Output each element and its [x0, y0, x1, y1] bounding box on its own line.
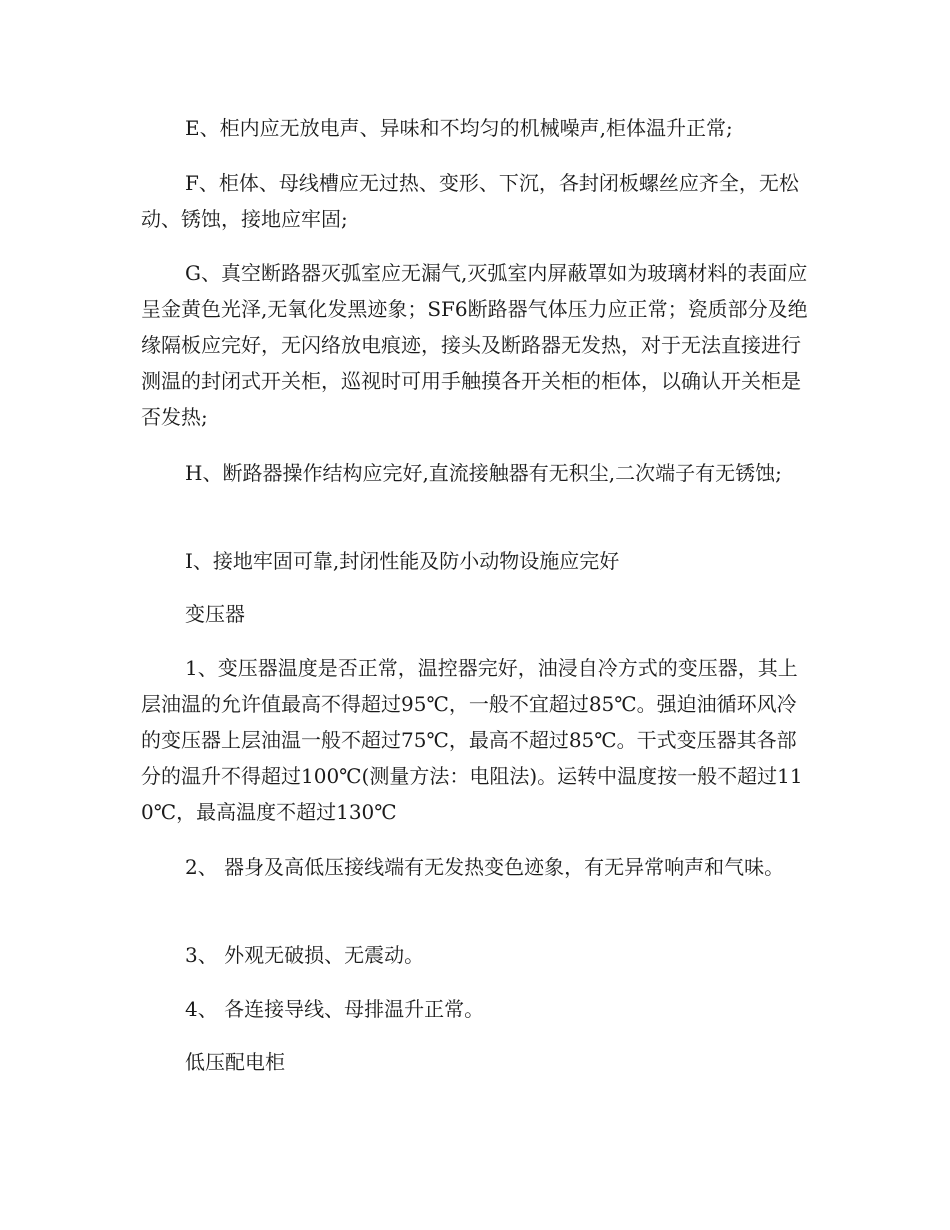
paragraph-g: G、真空断路器灭弧室应无漏气,灭弧室内屏蔽罩如为玻璃材料的表面应呈金黄色光泽,无氧化发黑迹象；SF6断路器气体压力应正常；瓷质部分及绝缘隔板应完好，无闪络放电痕迹，接头及断路器无发热，对于无法直接进行测温的封闭式开关柜，巡视时可用手触摸各开关柜的柜体，以确认开关柜是否发热;: [141, 261, 808, 429]
paragraph-i: I、接地牢固可靠,封闭性能及防小动物设施应完好: [185, 549, 620, 573]
transformer-item-3: 3、 外观无破损、无震动。: [185, 943, 425, 967]
paragraph-e: E、柜内应无放电声、异味和不均匀的机械噪声,柜体温升正常;: [185, 116, 733, 140]
transformer-item-4: 4、 各连接导线、母排温升正常。: [185, 997, 485, 1021]
transformer-item-2: 2、 器身及高低压接线端有无发热变色迹象，有无异常响声和气味。: [185, 855, 785, 879]
section-heading-low-voltage-cabinet: 低压配电柜: [185, 1050, 285, 1074]
section-heading-transformer: 变压器: [185, 602, 245, 626]
paragraph-f: F、柜体、母线槽应无过热、变形、下沉，各封闭板螺丝应齐全，无松动、锈蚀，接地应牢固;: [141, 171, 799, 231]
paragraph-h: H、断路器操作结构应完好,直流接触器有无积尘,二次端子有无锈蚀;: [185, 461, 782, 485]
transformer-item-1: 1、变压器温度是否正常，温控器完好，油浸自冷方式的变压器，其上层油温的允许值最高不得超过95℃，一般不宜超过85℃。强迫油循环风冷的变压器上层油温一般不超过75℃，最高不超过85℃。干式变压器其各部分的温升不得超过100℃(测量方法：电阻法)。运转中温度按一般不超过110℃，最高温度不超过130℃: [141, 656, 803, 824]
